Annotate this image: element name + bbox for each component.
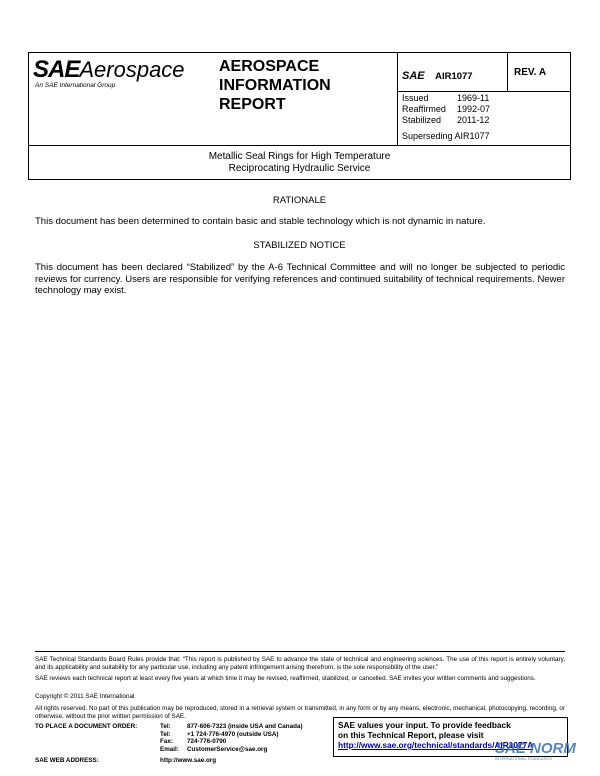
date-block (402, 93, 490, 126)
rationale-heading: RATIONALE (272, 195, 327, 206)
date-row: Stabilized 2011-12 (402, 115, 490, 125)
stabilized-notice-text: This document has been declared “Stabilized” by the A-6 Technical Committee and will no longer be subjected to periodic reviews for currency. Users are responsible for verifying references and continued suitability of technical requirements. Newer technology may exist. (35, 262, 565, 296)
contact-row: Tel: +1 724-776-4970 (outside USA) (160, 730, 279, 738)
order-contacts (160, 723, 303, 753)
footer-divider (35, 651, 565, 652)
order-label: TO PLACE A DOCUMENT ORDER: (35, 723, 138, 730)
title-line: Reciprocating Hydraulic Service (228, 163, 371, 174)
contact-row: Tel: 877-606-7323 (inside USA and Canada) (160, 723, 303, 730)
stabilized-notice-heading: STABILIZED NOTICE (253, 240, 346, 251)
doc-type-line: INFORMATION (219, 77, 331, 94)
doc-type-line: AEROSPACE (219, 58, 320, 75)
date-row: Reaffirmed 1992-07 (402, 104, 491, 114)
title-line: Metallic Seal Rings for High Temperature (208, 151, 391, 162)
document-number: AIR1077 (435, 71, 473, 82)
logo-tagline: An SAE International Group (35, 82, 116, 89)
sae-norm-watermark (495, 740, 576, 761)
revision-label: REV. A (514, 67, 547, 78)
feedback-line: on this Technical Report, please visit (338, 730, 484, 740)
sae-aerospace-logo (33, 56, 185, 84)
rationale-text: This document has been determined to contain basic and stable technology which is not dynamic in nature. (35, 216, 486, 227)
sae-mark-icon: SAE (402, 70, 425, 82)
logo-brand: SAE (33, 56, 80, 83)
watermark-subtext: INTERNATIONAL STANDARDS (495, 756, 553, 761)
footer-rules-text: SAE Technical Standards Board Rules provide that: “This report is published by SAE to advance the state of technical and engineering sciences. The use of this report is entirely voluntary, and its applicability and suitability for any particular use, including any patent infringement arising therefrom, is the sole responsibility of the user.” (35, 656, 565, 671)
divider (397, 91, 571, 92)
divider (29, 145, 570, 146)
watermark-text: SAE NORM (495, 740, 576, 757)
contact-row: Email: CustomerService@sae.org (160, 745, 268, 753)
document-title (28, 151, 571, 175)
footer-rights-text: All rights reserved. No part of this publication may be reproduced, stored in a retrieval system or transmitted, in any form or by any means, electronic, mechanical, photocopying, recording, or otherwise, without the prior written permission of SAE. (35, 705, 565, 720)
web-address-label: SAE WEB ADDRESS: (35, 757, 99, 764)
date-row: Issued 1969-11 (402, 93, 490, 103)
feedback-link[interactable]: http://www.sae.org/technical/standards/AIR1077A (338, 740, 534, 750)
document-number-field (402, 66, 473, 84)
divider (397, 53, 398, 145)
web-address-link[interactable]: http://www.sae.org (160, 757, 217, 764)
document-type (219, 57, 331, 114)
footer-review-text: SAE reviews each technical report at least every five years at which time it may be revised, reaffirmed, stabilized, or cancelled. SAE invites your written comments and suggestions. (35, 675, 536, 682)
contact-row: Fax: 724-776-0790 (160, 738, 227, 746)
superseding-note: Superseding AIR1077 (402, 131, 490, 141)
email-link[interactable]: CustomerService@sae.org (187, 745, 268, 753)
footer-copyright: Copyright © 2011 SAE International (35, 693, 135, 700)
feedback-line: SAE values your input. To provide feedback (338, 720, 511, 730)
logo-name: Aerospace (79, 57, 185, 82)
doc-type-line: REPORT (219, 96, 286, 113)
divider (507, 53, 508, 91)
